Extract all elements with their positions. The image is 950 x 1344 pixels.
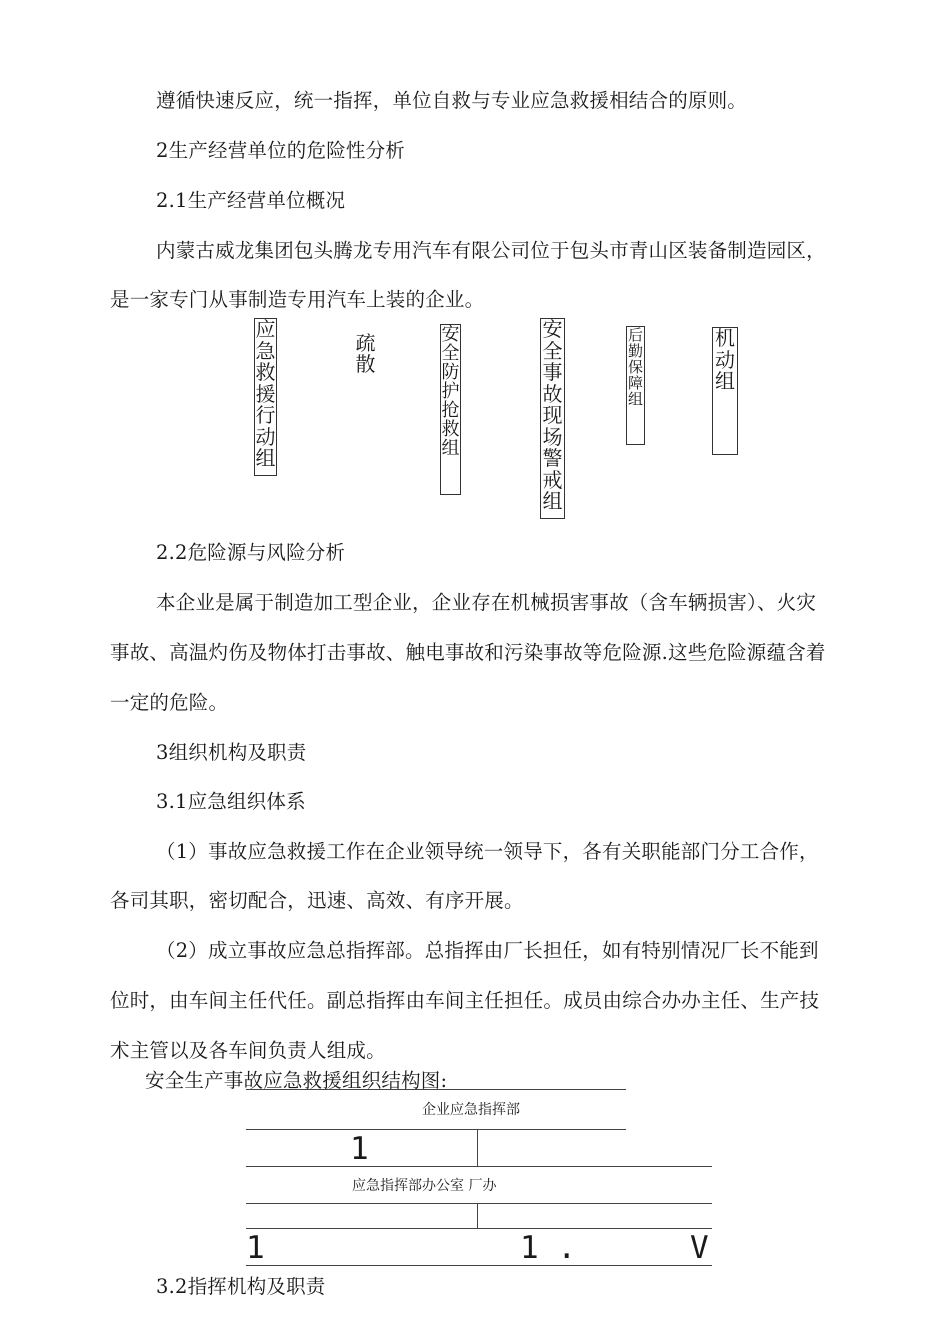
org-bottom-right: V bbox=[690, 1230, 709, 1266]
org-chart-top-line bbox=[246, 1089, 626, 1090]
org-chart-divider-2 bbox=[477, 1203, 478, 1228]
group-emergency-rescue-action: 应急救援行动组 bbox=[254, 318, 277, 476]
paragraph-command-line2: 位时，由车间主任代任。副总指挥由车间主任担任。成员由综合办办主任、生产技 bbox=[110, 989, 820, 1012]
org-top-command: 企业应急指挥部 bbox=[422, 1102, 520, 1118]
org-office: 应急指挥部办公室 厂办 bbox=[352, 1178, 497, 1194]
heading-2-1: 2.1生产经营单位概况 bbox=[156, 189, 346, 212]
heading-2-2: 2.2危险源与风险分析 bbox=[156, 541, 346, 564]
paragraph-hazard-line3: 一定的危险。 bbox=[110, 691, 229, 714]
group-mobile: 机动组 bbox=[712, 327, 738, 455]
group-logistics-support: 后勤保障组 bbox=[626, 326, 645, 445]
paragraph-company-line1: 内蒙古威龙集团包头腾龙专用汽车有限公司位于包头市青山区装备制造园区， bbox=[156, 239, 826, 262]
paragraph-system-line2: 各司其职，密切配合，迅速、高效、有序开展。 bbox=[110, 889, 524, 912]
org-chart-caption: 安全生产事故应急救援组织结构图: bbox=[145, 1069, 448, 1092]
org-chart-bottom-line bbox=[246, 1265, 712, 1266]
group-evacuation: 疏散 bbox=[355, 331, 376, 376]
heading-3: 3组织机构及职责 bbox=[156, 741, 307, 764]
org-chart-line-5 bbox=[246, 1228, 712, 1229]
paragraph-company-line2: 是一家专门从事制造专用汽车上装的企业。 bbox=[110, 288, 485, 311]
paragraph-system-line1: （1）事故应急救援工作在企业领导统一领导下，各有关职能部门分工合作， bbox=[156, 840, 819, 863]
group-safety-protection-rescue: 安全防护抢救组 bbox=[440, 324, 461, 495]
org-chart-line-2 bbox=[246, 1129, 626, 1130]
org-chart-line-3 bbox=[246, 1166, 712, 1167]
org-chart-divider-1 bbox=[477, 1129, 478, 1166]
group-accident-site-cordon: 安全事故现场警戒组 bbox=[540, 318, 565, 519]
heading-3-1: 3.1应急组织体系 bbox=[156, 790, 306, 813]
heading-3-2: 3.2指挥机构及职责 bbox=[156, 1275, 326, 1298]
paragraph-command-line3: 术主管以及各车间负责人组成。 bbox=[110, 1039, 386, 1062]
paragraph-hazard-line1: 本企业是属于制造加工型企业，企业存在机械损害事故（含车辆损害）、火灾 bbox=[156, 591, 817, 614]
heading-2: 2生产经营单位的危险性分析 bbox=[156, 139, 406, 162]
org-bottom-left: 1 bbox=[246, 1230, 265, 1266]
paragraph-command-line1: （2）成立事故应急总指挥部。总指挥由厂长担任，如有特别情况厂长不能到 bbox=[156, 939, 819, 962]
org-chart-line-4 bbox=[246, 1203, 712, 1204]
org-bottom-middle: 1 . bbox=[520, 1230, 576, 1266]
paragraph-principle: 遵循快速反应，统一指挥，单位自救与专业应急救援相结合的原则。 bbox=[156, 89, 748, 112]
org-row1-glyph: 1 bbox=[350, 1131, 369, 1167]
paragraph-hazard-line2: 事故、高温灼伤及物体打击事故、触电事故和污染事故等危险源.这些危险源蕴含着 bbox=[110, 641, 826, 664]
